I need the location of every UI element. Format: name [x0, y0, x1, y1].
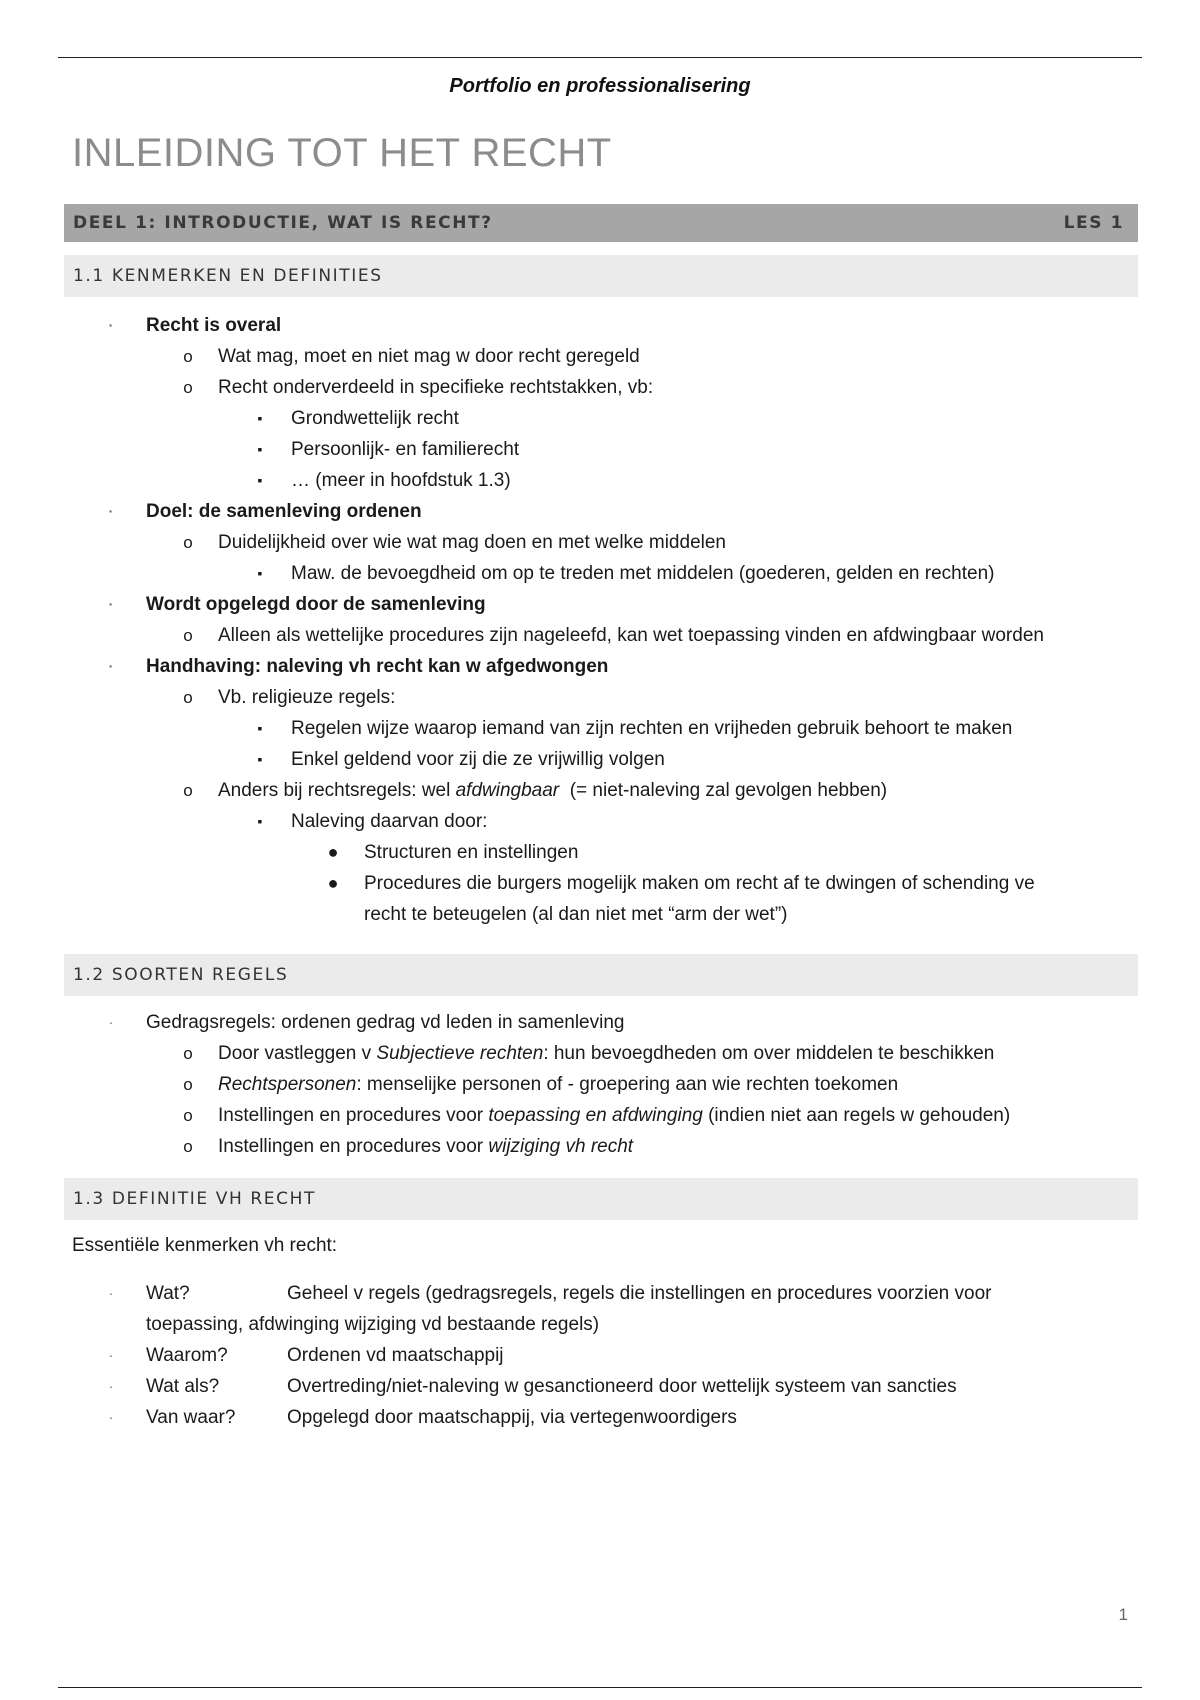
section-heading-1-3: 1.3 DEFINITIE VH RECHT — [64, 1178, 1138, 1220]
lesson-label: LES 1 — [1063, 213, 1124, 233]
definition-term: Wat als? — [146, 1376, 220, 1397]
part-heading-bar — [64, 204, 1138, 242]
list-item: o Duidelijkheid over wie wat mag doen en met welke middelen — [0, 527, 1200, 558]
list-item: · Gedragsregels: ordenen gedrag vd leden in samenleving — [0, 1007, 1200, 1038]
running-header: Portfolio en professionalisering — [449, 75, 751, 97]
bullet-marker: · — [108, 658, 114, 674]
definition-text: Overtreding/niet-naleving w gesanctioneerd door wettelijk systeem van sancties — [287, 1376, 957, 1397]
bullet-marker: ▪ — [257, 813, 263, 829]
definition-row — [0, 1402, 1200, 1433]
list-item: · Wordt opgelegd door de samenleving — [0, 589, 1200, 620]
list-item: · Recht is overal — [0, 310, 1200, 341]
bullet-marker: o — [183, 1106, 193, 1125]
bullet-marker: ● — [327, 842, 339, 862]
page-number: 1 — [1118, 1605, 1128, 1624]
list-item: o Instellingen en procedures voor toepassing en afdwinging (indien niet aan regels w gehouden) — [0, 1100, 1200, 1131]
bullet-marker: o — [183, 378, 193, 397]
bullet-marker: · — [108, 1285, 114, 1301]
bullet-marker: ▪ — [257, 751, 263, 767]
bullet-marker: o — [183, 347, 193, 366]
list-item: o Rechtspersonen: menselijke personen of - groepering aan wie rechten toekomen — [0, 1069, 1200, 1100]
section-1-3-content — [0, 1230, 1200, 1433]
bullet-marker: o — [183, 688, 193, 707]
list-item: o Wat mag, moet en niet mag w door recht geregeld — [0, 341, 1200, 372]
list-item: ▪ Enkel geldend voor zij die ze vrijwillig volgen — [0, 744, 1200, 775]
list-item: ● Procedures die burgers mogelijk maken om recht af te dwingen of schending ve — [0, 868, 1200, 899]
definition-continuation: toepassing, afdwinging wijziging vd bestaande regels) — [146, 1314, 600, 1335]
list-item: o Alleen als wettelijke procedures zijn nageleefd, kan wet toepassing vinden en afdwingbaar worden — [0, 620, 1200, 651]
list-item: ▪ Regelen wijze waarop iemand van zijn rechten en vrijheden gebruik behoort te maken — [0, 713, 1200, 744]
bullet-marker: · — [108, 1378, 114, 1394]
list-item: ▪ Naleving daarvan door: — [0, 806, 1200, 837]
bullet-marker: · — [108, 503, 114, 519]
definition-text: Ordenen vd maatschappij — [287, 1345, 504, 1366]
list-item: o Door vastleggen v Subjectieve rechten: hun bevoegdheden om over middelen te beschikken — [0, 1038, 1200, 1069]
bullet-marker: · — [108, 317, 114, 333]
section-heading-1-1: 1.1 KENMERKEN EN DEFINITIES — [64, 255, 1138, 297]
list-item: o Anders bij rechtsregels: wel afdwingbaar (= niet-naleving zal gevolgen hebben) — [0, 775, 1200, 806]
definition-term: Waarom? — [146, 1345, 228, 1366]
list-item-continuation: recht te beteugelen (al dan niet met “arm der wet”) — [364, 904, 788, 925]
bullet-marker: · — [108, 1347, 114, 1363]
definition-text: Geheel v regels (gedragsregels, regels die instellingen en procedures voorzien voor — [287, 1283, 992, 1304]
bullet-marker: · — [108, 1014, 114, 1030]
definition-row — [0, 1371, 1200, 1402]
bullet-marker: o — [183, 533, 193, 552]
list-item: o Instellingen en procedures voor wijziging vh recht — [0, 1131, 1200, 1162]
section-1-1-list — [0, 310, 1200, 930]
header-rule — [58, 57, 1142, 58]
list-item: ▪ Persoonlijk- en familierecht — [0, 434, 1200, 465]
definition-row — [0, 1340, 1200, 1371]
list-item: o Recht onderverdeeld in specifieke rechtstakken, vb: — [0, 372, 1200, 403]
part-title: DEEL 1: INTRODUCTIE, WAT IS RECHT? — [73, 213, 493, 233]
intro-text: Essentiële kenmerken vh recht: — [72, 1235, 338, 1256]
bullet-marker: o — [183, 1044, 193, 1063]
bullet-marker: ▪ — [257, 441, 263, 457]
list-item: o Vb. religieuze regels: — [0, 682, 1200, 713]
definition-row — [0, 1278, 1200, 1309]
bullet-marker: o — [183, 626, 193, 645]
list-item: ▪ Grondwettelijk recht — [0, 403, 1200, 434]
bullet-marker: o — [183, 1137, 193, 1156]
definition-text: Opgelegd door maatschappij, via vertegenwoordigers — [287, 1407, 737, 1428]
section-1-2-list — [0, 1007, 1200, 1162]
bullet-marker: ● — [327, 873, 339, 893]
bullet-marker: ▪ — [257, 410, 263, 426]
bullet-marker: ▪ — [257, 720, 263, 736]
list-item: ● Structuren en instellingen — [0, 837, 1200, 868]
document-title: INLEIDING TOT HET RECHT — [72, 131, 612, 175]
bullet-marker: o — [183, 1075, 193, 1094]
bullet-marker: o — [183, 781, 193, 800]
list-item: · Handhaving: naleving vh recht kan w afgedwongen — [0, 651, 1200, 682]
list-item: · Doel: de samenleving ordenen — [0, 496, 1200, 527]
bullet-marker: ▪ — [257, 472, 263, 488]
section-heading-1-2: 1.2 SOORTEN REGELS — [64, 954, 1138, 996]
list-item: ▪ Maw. de bevoegdheid om op te treden met middelen (goederen, gelden en rechten) — [0, 558, 1200, 589]
footer-rule — [58, 1687, 1142, 1688]
bullet-marker: · — [108, 596, 114, 612]
list-item: ▪ … (meer in hoofdstuk 1.3) — [0, 465, 1200, 496]
bullet-marker: ▪ — [257, 565, 263, 581]
definition-term: Wat? — [146, 1283, 190, 1304]
definition-term: Van waar? — [146, 1407, 236, 1428]
bullet-marker: · — [108, 1409, 114, 1425]
